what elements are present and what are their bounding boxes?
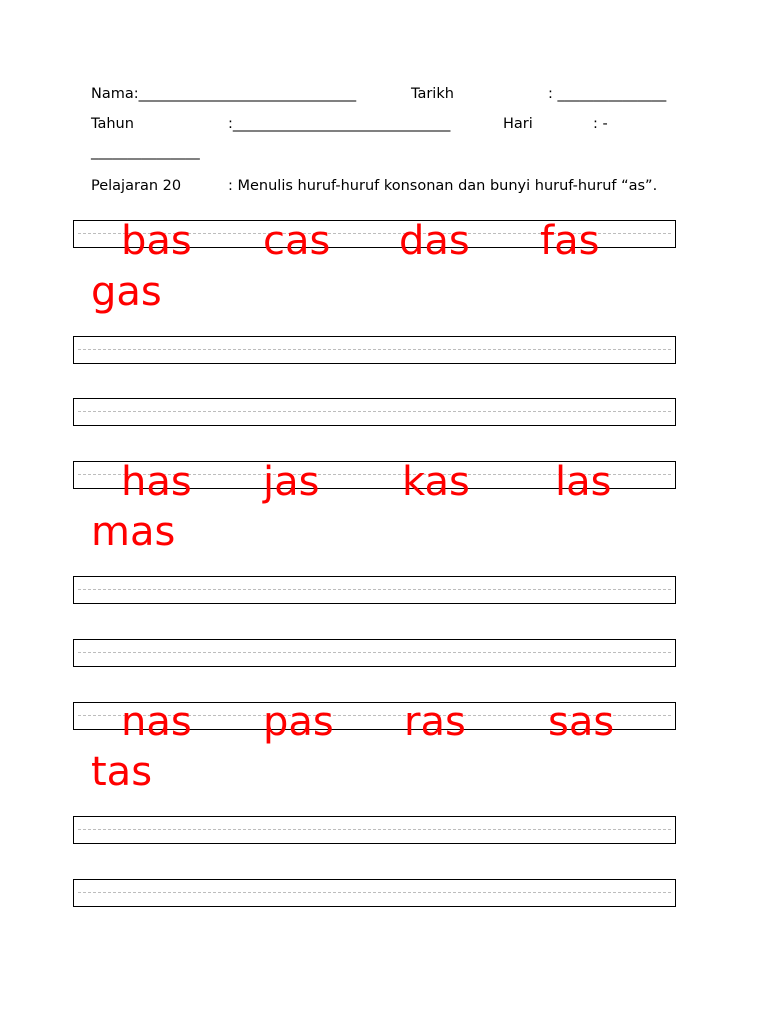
tarikh-label: Tarikh xyxy=(411,86,454,102)
nama-field: Nama:______________________________ xyxy=(91,86,357,102)
writing-line xyxy=(73,336,676,364)
hari-field-continued: _______________ xyxy=(91,144,200,160)
writing-line xyxy=(73,576,676,604)
pelajaran-label: Pelajaran 20 xyxy=(91,178,182,194)
word-fas: fas xyxy=(540,218,600,264)
writing-line xyxy=(73,639,676,667)
tahun-field: :______________________________ xyxy=(228,116,451,132)
word-bas: bas xyxy=(121,218,192,264)
word-sas: sas xyxy=(548,699,615,745)
word-kas: kas xyxy=(402,459,470,505)
word-mas: mas xyxy=(91,509,176,555)
writing-line xyxy=(73,816,676,844)
writing-guide-dash xyxy=(78,892,671,893)
writing-guide-dash xyxy=(78,829,671,830)
writing-guide-dash xyxy=(78,411,671,412)
word-jas: jas xyxy=(263,459,320,505)
writing-guide-dash xyxy=(78,652,671,653)
word-has: has xyxy=(121,459,192,505)
word-las: las xyxy=(555,459,612,505)
word-tas: tas xyxy=(91,749,153,795)
word-pas: pas xyxy=(263,699,334,745)
word-cas: cas xyxy=(263,218,331,264)
pelajaran-description: : Menulis huruf-huruf konsonan dan bunyi huruf-huruf “as”. xyxy=(228,178,658,194)
word-das: das xyxy=(399,218,470,264)
writing-guide-dash xyxy=(78,589,671,590)
hari-label: Hari xyxy=(503,116,533,132)
writing-guide-dash xyxy=(78,349,671,350)
writing-line xyxy=(73,398,676,426)
word-nas: nas xyxy=(121,699,192,745)
word-gas: gas xyxy=(91,269,162,315)
tahun-label: Tahun xyxy=(91,116,134,132)
word-ras: ras xyxy=(404,699,466,745)
hari-field: : - xyxy=(593,116,608,132)
tarikh-field: : _______________ xyxy=(548,86,667,102)
writing-line xyxy=(73,879,676,907)
